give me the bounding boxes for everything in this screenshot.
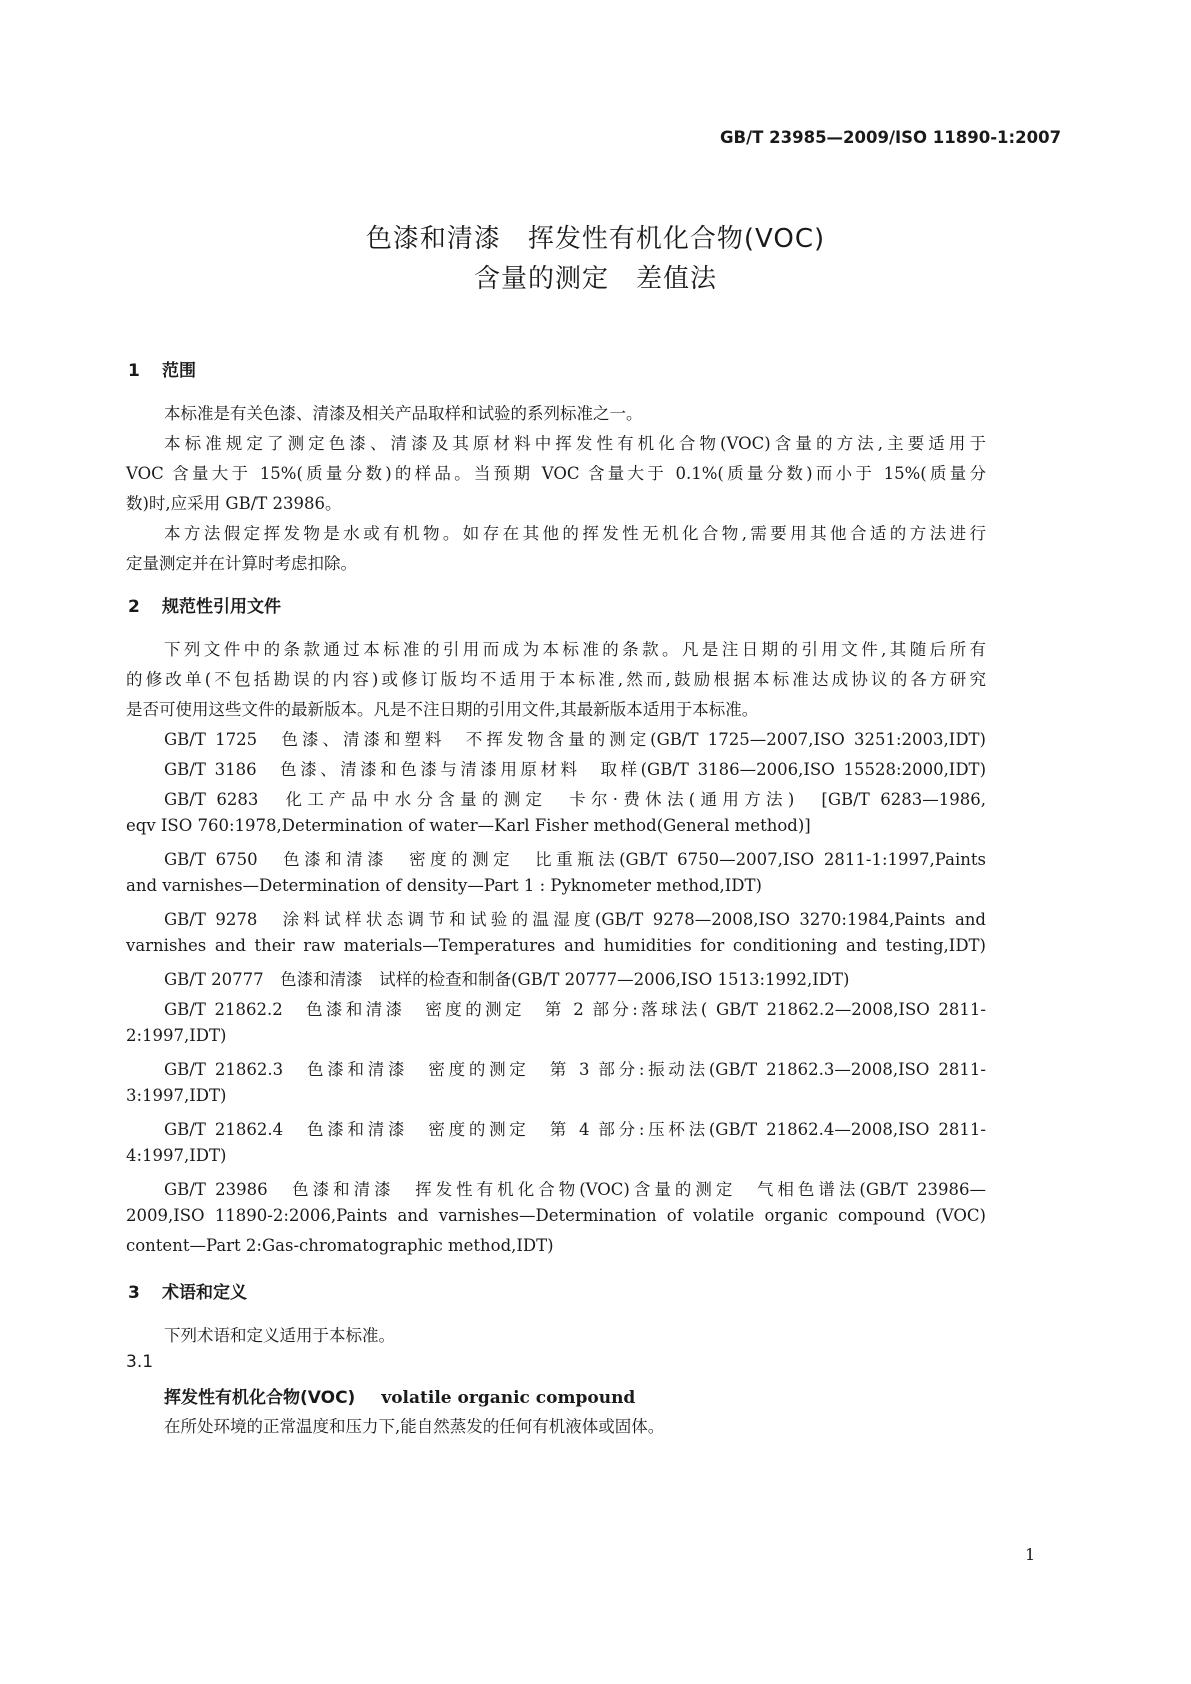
term-definition: 在所处环境的正常温度和压力下,能自然蒸发的任何有机液体或固体。 — [164, 1417, 665, 1436]
reference-entry: GB/T 23986 色漆和清漆 挥发性有机化合物(VOC)含量的测定 气相色谱法(GB/T 23986— — [164, 1180, 986, 1199]
page-number: 1 — [1025, 1545, 1036, 1564]
section-2-heading — [128, 592, 281, 617]
reference-entry: GB/T 20777 色漆和清漆 试样的检查和制备(GB/T 20777—2006,ISO 1513:1992,IDT) — [164, 970, 850, 989]
reference-entry: GB/T 21862.4 色漆和清漆 密度的测定 第 4 部分:压杯法(GB/T 21862.4—2008,ISO 2811- — [164, 1120, 986, 1139]
section-number: 1 — [128, 361, 140, 381]
reference-entry: GB/T 6283 化工产品中水分含量的测定 卡尔·费休法(通用方法) [GB/T 6283—1986, — [164, 790, 986, 809]
paragraph-line: 下列文件中的条款通过本标准的引用而成为本标准的条款。凡是注日期的引用文件,其随后所有 — [164, 640, 986, 659]
section-title: 术语和定义 — [162, 1283, 247, 1303]
term-entry — [164, 1383, 635, 1408]
paragraph-line: 本标准规定了测定色漆、清漆及其原材料中挥发性有机化合物(VOC)含量的方法,主要适用于 — [164, 434, 986, 453]
paragraph-line: VOC 含量大于 15%(质量分数)的样品。当预期 VOC 含量大于 0.1%(质量分数)而小于 15%(质量分 — [126, 464, 986, 483]
section-1-heading — [128, 356, 196, 381]
section-title: 规范性引用文件 — [162, 597, 281, 617]
paragraph-line: 的修改单(不包括勘误的内容)或修订版均不适用于本标准,然而,鼓励根据本标准达成协议的各方研究 — [126, 670, 986, 689]
paragraph-line: 下列术语和定义适用于本标准。 — [164, 1326, 395, 1345]
reference-entry-continuation: 2009,ISO 11890-2:2006,Paints and varnishes—Determination of volatile organic compound (VOC) — [126, 1206, 986, 1225]
paragraph-line: 是否可使用这些文件的最新版本。凡是不注日期的引用文件,其最新版本适用于本标准。 — [126, 700, 759, 719]
paragraph-line: 数)时,应采用 GB/T 23986。 — [126, 494, 342, 513]
term-chinese: 挥发性有机化合物(VOC) — [164, 1388, 356, 1408]
reference-entry-continuation: 2:1997,IDT) — [126, 1026, 227, 1045]
document-title-line-2: 含量的测定 差值法 — [473, 264, 717, 294]
paragraph-line: 本标准是有关色漆、清漆及相关产品取样和试验的系列标准之一。 — [164, 404, 643, 423]
reference-entry: GB/T 1725 色漆、清漆和塑料 不挥发物含量的测定(GB/T 1725—2007,ISO 3251:2003,IDT) — [164, 730, 986, 749]
term-english: volatile organic compound — [381, 1388, 636, 1408]
section-title: 范围 — [162, 361, 196, 381]
reference-entry: GB/T 21862.2 色漆和清漆 密度的测定 第 2 部分:落球法( GB/T 21862.2—2008,ISO 2811- — [164, 1000, 986, 1019]
paragraph-line: 定量测定并在计算时考虑扣除。 — [126, 554, 357, 573]
paragraph-line: 本方法假定挥发物是水或有机物。如存在其他的挥发性无机化合物,需要用其他合适的方法进行 — [164, 524, 986, 543]
reference-entry-continuation: 4:1997,IDT) — [126, 1146, 227, 1165]
reference-entry-continuation: and varnishes—Determination of density—Part 1 : Pyknometer method,IDT) — [126, 876, 762, 895]
reference-entry: GB/T 9278 涂料试样状态调节和试验的温湿度(GB/T 9278—2008,ISO 3270:1984,Paints and — [164, 910, 986, 929]
reference-entry: GB/T 3186 色漆、清漆和色漆与清漆用原材料 取样(GB/T 3186—2006,ISO 15528:2000,IDT) — [164, 760, 986, 779]
section-number: 3 — [128, 1283, 140, 1303]
reference-entry: GB/T 21862.3 色漆和清漆 密度的测定 第 3 部分:振动法(GB/T 21862.3—2008,ISO 2811- — [164, 1060, 986, 1079]
document-title-line-1: 色漆和清漆 挥发性有机化合物(VOC) — [365, 224, 826, 254]
reference-entry-continuation: varnishes and their raw materials—Temperatures and humidities for conditioning and testing,IDT) — [126, 936, 986, 955]
reference-entry-continuation: content—Part 2:Gas-chromatographic method,IDT) — [126, 1236, 554, 1255]
standard-code: GB/T 23985—2009/ISO 11890-1:2007 — [720, 128, 1062, 147]
reference-entry-continuation: eqv ISO 760:1978,Determination of water—Karl Fisher method(General method)] — [126, 816, 811, 835]
subsection-number: 3.1 — [126, 1352, 154, 1372]
reference-entry: GB/T 6750 色漆和清漆 密度的测定 比重瓶法(GB/T 6750—2007,ISO 2811-1:1997,Paints — [164, 850, 986, 869]
section-number: 2 — [128, 597, 140, 617]
section-3-heading — [128, 1278, 247, 1303]
reference-entry-continuation: 3:1997,IDT) — [126, 1086, 227, 1105]
